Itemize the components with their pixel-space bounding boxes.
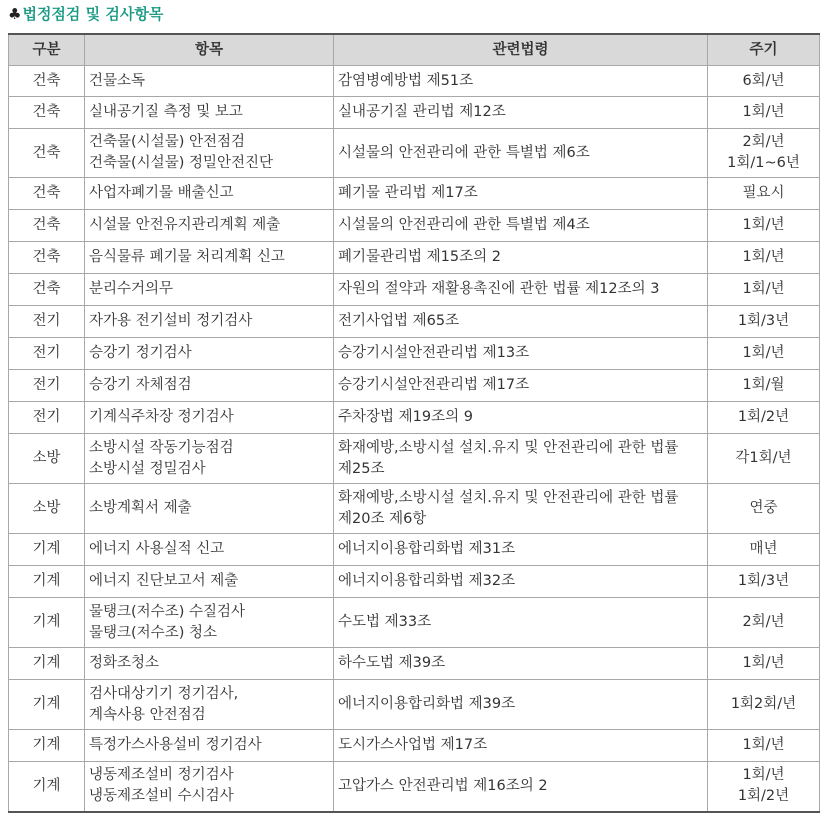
cycle-cell — [708, 242, 820, 274]
category-cell: 소방 — [9, 434, 85, 484]
cycle-line: 1회/년 — [742, 345, 785, 361]
law-cell: 하수도법 제39조 — [334, 648, 708, 680]
law-cell: 자원의 절약과 재활용촉진에 관한 법률 제12조의 3 — [334, 274, 708, 306]
law-cell: 전기사업법 제65조 — [334, 306, 708, 338]
table-row — [9, 66, 820, 97]
column-header-law: 관련법령 — [334, 34, 708, 66]
column-header-category: 구분 — [9, 34, 85, 66]
table-row — [9, 242, 820, 274]
law-cell: 에너지이용합리화법 제32조 — [334, 566, 708, 598]
item-cell — [85, 680, 334, 730]
cycle-cell — [708, 434, 820, 484]
item-line: 에너지 진단보고서 제출 — [89, 573, 239, 589]
cycle-line: 2회/년 — [742, 614, 785, 630]
table-row — [9, 274, 820, 306]
item-cell — [85, 730, 334, 762]
item-cell — [85, 97, 334, 129]
item-cell — [85, 129, 334, 178]
category-cell: 기계 — [9, 762, 85, 812]
cycle-cell — [708, 370, 820, 402]
category-cell: 건축 — [9, 242, 85, 274]
category-cell: 건축 — [9, 129, 85, 178]
cycle-cell — [708, 178, 820, 210]
category-cell: 전기 — [9, 402, 85, 434]
cycle-cell — [708, 566, 820, 598]
table-row — [9, 680, 820, 730]
inspection-table — [8, 33, 820, 813]
cycle-cell — [708, 129, 820, 178]
page-title-text: 법정점검 및 검사항목 — [22, 5, 164, 23]
cycle-cell — [708, 66, 820, 97]
cycle-cell — [708, 210, 820, 242]
cycle-cell — [708, 762, 820, 812]
item-line: 냉동제조설비 정기검사 — [89, 767, 234, 784]
cycle-line: 1회2회/년 — [730, 696, 797, 712]
table-row — [9, 306, 820, 338]
item-line: 승강기 정기검사 — [89, 345, 192, 361]
cycle-cell — [708, 306, 820, 338]
cycle-cell — [708, 534, 820, 566]
item-line: 냉동제조설비 수시검사 — [89, 788, 234, 805]
page-title — [8, 3, 163, 25]
item-line: 기계식주차장 정기검사 — [89, 409, 234, 425]
cycle-cell — [708, 598, 820, 648]
item-cell — [85, 534, 334, 566]
table-body — [9, 66, 820, 812]
category-cell: 건축 — [9, 178, 85, 210]
item-cell — [85, 274, 334, 306]
category-cell: 기계 — [9, 680, 85, 730]
item-line: 음식물류 폐기물 처리계획 신고 — [89, 249, 285, 265]
item-cell — [85, 370, 334, 402]
cycle-line: 1회/년 — [742, 249, 785, 265]
cycle-line: 1회/년 — [742, 767, 785, 784]
law-cell: 화재예방,소방시설 설치.유지 및 안전관리에 관한 법률 제20조 제6항 — [334, 484, 708, 534]
category-cell: 건축 — [9, 97, 85, 129]
item-line: 정화조청소 — [89, 655, 160, 671]
cycle-line: 1회/년 — [742, 217, 785, 233]
law-cell: 주차장법 제19조의 9 — [334, 402, 708, 434]
law-cell: 실내공기질 관리법 제12조 — [334, 97, 708, 129]
item-cell — [85, 306, 334, 338]
cycle-line: 1회/년 — [742, 655, 785, 671]
law-cell: 승강기시설안전관리법 제17조 — [334, 370, 708, 402]
table-row — [9, 370, 820, 402]
item-line: 소방계획서 제출 — [89, 500, 192, 516]
table-header — [9, 34, 820, 66]
category-cell: 건축 — [9, 66, 85, 97]
category-cell: 기계 — [9, 730, 85, 762]
item-line: 에너지 사용실적 신고 — [89, 541, 225, 557]
item-line: 소방시설 정밀검사 — [89, 460, 206, 477]
item-line: 실내공기질 측정 및 보고 — [89, 104, 243, 120]
table-row — [9, 178, 820, 210]
law-cell: 수도법 제33조 — [334, 598, 708, 648]
item-cell — [85, 648, 334, 680]
law-cell: 화재예방,소방시설 설치.유지 및 안전관리에 관한 법률 제25조 — [334, 434, 708, 484]
table-row — [9, 338, 820, 370]
table-row — [9, 402, 820, 434]
cycle-line: 1회/월 — [742, 377, 785, 393]
item-line: 물탱크(저수조) 수질검사 — [89, 603, 245, 620]
item-line: 건물소독 — [89, 72, 146, 89]
item-line: 건축물(시설물) 안전점검 — [89, 134, 245, 150]
cycle-line: 2회/년 — [742, 134, 785, 150]
law-cell: 고압가스 안전관리법 제16조의 2 — [334, 762, 708, 812]
cycle-cell — [708, 680, 820, 730]
item-line: 소방시설 작동기능점검 — [89, 439, 234, 456]
item-cell — [85, 338, 334, 370]
cycle-line: 1회/1~6년 — [727, 155, 800, 171]
item-cell — [85, 434, 334, 484]
law-cell: 폐기물 관리법 제17조 — [334, 178, 708, 210]
category-cell: 기계 — [9, 648, 85, 680]
table-row — [9, 97, 820, 129]
category-cell: 건축 — [9, 274, 85, 306]
law-cell: 시설물의 안전관리에 관한 특별법 제6조 — [334, 129, 708, 178]
item-cell — [85, 762, 334, 812]
item-cell — [85, 598, 334, 648]
item-line: 자가용 전기설비 정기검사 — [89, 313, 253, 329]
item-cell — [85, 178, 334, 210]
law-cell: 감염병예방법 제51조 — [334, 66, 708, 97]
column-header-item: 항목 — [85, 34, 334, 66]
header-row — [9, 34, 820, 66]
cycle-cell — [708, 97, 820, 129]
item-line: 검사대상기기 정기검사, — [89, 685, 239, 702]
cycle-line: 1회/년 — [742, 104, 785, 120]
table-row — [9, 730, 820, 762]
cycle-line: 1회/2년 — [737, 788, 790, 805]
law-cell: 에너지이용합리화법 제39조 — [334, 680, 708, 730]
cycle-line: 각1회/년 — [735, 450, 792, 466]
category-cell: 기계 — [9, 598, 85, 648]
category-cell: 건축 — [9, 210, 85, 242]
law-cell: 폐기물관리법 제15조의 2 — [334, 242, 708, 274]
law-cell: 에너지이용합리화법 제31조 — [334, 534, 708, 566]
table-row — [9, 534, 820, 566]
table-row — [9, 566, 820, 598]
item-line: 승강기 자체점검 — [89, 377, 192, 393]
item-cell — [85, 66, 334, 97]
item-line: 사업자폐기물 배출신고 — [89, 185, 234, 201]
item-line: 분리수거의무 — [89, 281, 174, 297]
law-cell: 시설물의 안전관리에 관한 특별법 제4조 — [334, 210, 708, 242]
item-line: 건축물(시설물) 정밀안전진단 — [89, 155, 274, 171]
item-cell — [85, 210, 334, 242]
category-cell: 기계 — [9, 566, 85, 598]
table-row — [9, 129, 820, 178]
column-header-cycle: 주기 — [708, 34, 820, 66]
item-line: 시설물 안전유지관리계획 제출 — [89, 217, 281, 233]
category-cell: 전기 — [9, 338, 85, 370]
item-cell — [85, 484, 334, 534]
club-icon: ♣ — [8, 5, 22, 23]
category-cell: 전기 — [9, 306, 85, 338]
cycle-cell — [708, 338, 820, 370]
item-line: 특정가스사용설비 정기검사 — [89, 737, 262, 753]
cycle-line: 1회/년 — [742, 737, 785, 753]
cycle-cell — [708, 484, 820, 534]
category-cell: 소방 — [9, 484, 85, 534]
table-row — [9, 648, 820, 680]
cycle-line: 1회/3년 — [737, 313, 790, 329]
item-cell — [85, 242, 334, 274]
item-cell — [85, 566, 334, 598]
cycle-line: 매년 — [749, 541, 778, 557]
item-cell — [85, 402, 334, 434]
table-row — [9, 484, 820, 534]
table-row — [9, 210, 820, 242]
item-line: 계속사용 안전점검 — [89, 706, 206, 723]
table-row — [9, 598, 820, 648]
cycle-line: 연중 — [749, 500, 778, 516]
cycle-line: 1회/3년 — [737, 573, 790, 589]
cycle-cell — [708, 274, 820, 306]
cycle-line: 6회/년 — [742, 72, 785, 89]
cycle-cell — [708, 402, 820, 434]
category-cell: 기계 — [9, 534, 85, 566]
law-cell: 도시가스사업법 제17조 — [334, 730, 708, 762]
cycle-line: 필요시 — [742, 185, 785, 201]
item-line: 물탱크(저수조) 청소 — [89, 624, 217, 641]
table-row — [9, 762, 820, 812]
category-cell: 전기 — [9, 370, 85, 402]
law-cell: 승강기시설안전관리법 제13조 — [334, 338, 708, 370]
cycle-line: 1회/2년 — [737, 409, 790, 425]
cycle-line: 1회/년 — [742, 281, 785, 297]
cycle-cell — [708, 648, 820, 680]
table-row — [9, 434, 820, 484]
cycle-cell — [708, 730, 820, 762]
